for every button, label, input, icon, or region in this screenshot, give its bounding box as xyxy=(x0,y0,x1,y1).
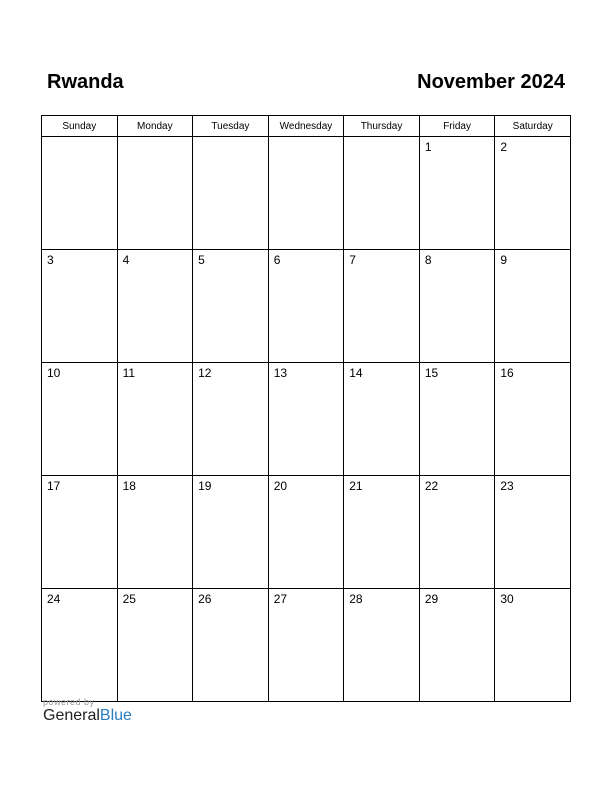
day-cell: 11 xyxy=(117,363,193,476)
day-cell xyxy=(344,137,420,250)
week-row xyxy=(42,476,571,589)
day-cell: 7 xyxy=(344,250,420,363)
day-cell: 27 xyxy=(268,589,344,702)
day-cell: 16 xyxy=(495,363,571,476)
day-cell: 15 xyxy=(419,363,495,476)
day-cell: 2 xyxy=(495,137,571,250)
day-cell: 13 xyxy=(268,363,344,476)
week-row xyxy=(42,363,571,476)
day-cell xyxy=(42,137,118,250)
day-cell: 9 xyxy=(495,250,571,363)
day-cell: 6 xyxy=(268,250,344,363)
day-cell: 3 xyxy=(42,250,118,363)
day-cell: 22 xyxy=(419,476,495,589)
day-cell: 17 xyxy=(42,476,118,589)
day-cell: 28 xyxy=(344,589,420,702)
day-cell: 8 xyxy=(419,250,495,363)
weekday-monday: Monday xyxy=(117,116,193,137)
day-cell: 12 xyxy=(193,363,269,476)
brand-general: General xyxy=(43,707,100,724)
week-row xyxy=(42,137,571,250)
brand-blue: Blue xyxy=(99,707,132,724)
day-cell: 4 xyxy=(117,250,193,363)
day-cell xyxy=(193,137,269,250)
day-cell: 25 xyxy=(117,589,193,702)
footer-branding xyxy=(43,697,132,725)
month-year-title: November 2024 xyxy=(417,71,565,93)
day-cell: 21 xyxy=(344,476,420,589)
week-row xyxy=(42,589,571,702)
day-cell: 10 xyxy=(42,363,118,476)
country-title: Rwanda xyxy=(47,71,124,93)
day-cell: 18 xyxy=(117,476,193,589)
day-cell xyxy=(268,137,344,250)
weekday-sunday: Sunday xyxy=(42,116,118,137)
weekday-saturday: Saturday xyxy=(495,116,571,137)
day-cell: 1 xyxy=(419,137,495,250)
day-cell xyxy=(117,137,193,250)
weekday-thursday: Thursday xyxy=(344,116,420,137)
day-cell: 26 xyxy=(193,589,269,702)
day-cell: 5 xyxy=(193,250,269,363)
day-cell: 24 xyxy=(42,589,118,702)
week-row xyxy=(42,250,571,363)
day-cell: 23 xyxy=(495,476,571,589)
calendar-grid xyxy=(41,115,571,702)
generalblue-logo[interactable] xyxy=(43,707,132,725)
weekday-wednesday: Wednesday xyxy=(268,116,344,137)
weekday-friday: Friday xyxy=(419,116,495,137)
day-cell: 14 xyxy=(344,363,420,476)
powered-by-label: powered by xyxy=(43,697,95,707)
day-cell: 30 xyxy=(495,589,571,702)
weekday-header-row xyxy=(42,116,571,137)
day-cell: 20 xyxy=(268,476,344,589)
weekday-tuesday: Tuesday xyxy=(193,116,269,137)
day-cell: 19 xyxy=(193,476,269,589)
day-cell: 29 xyxy=(419,589,495,702)
